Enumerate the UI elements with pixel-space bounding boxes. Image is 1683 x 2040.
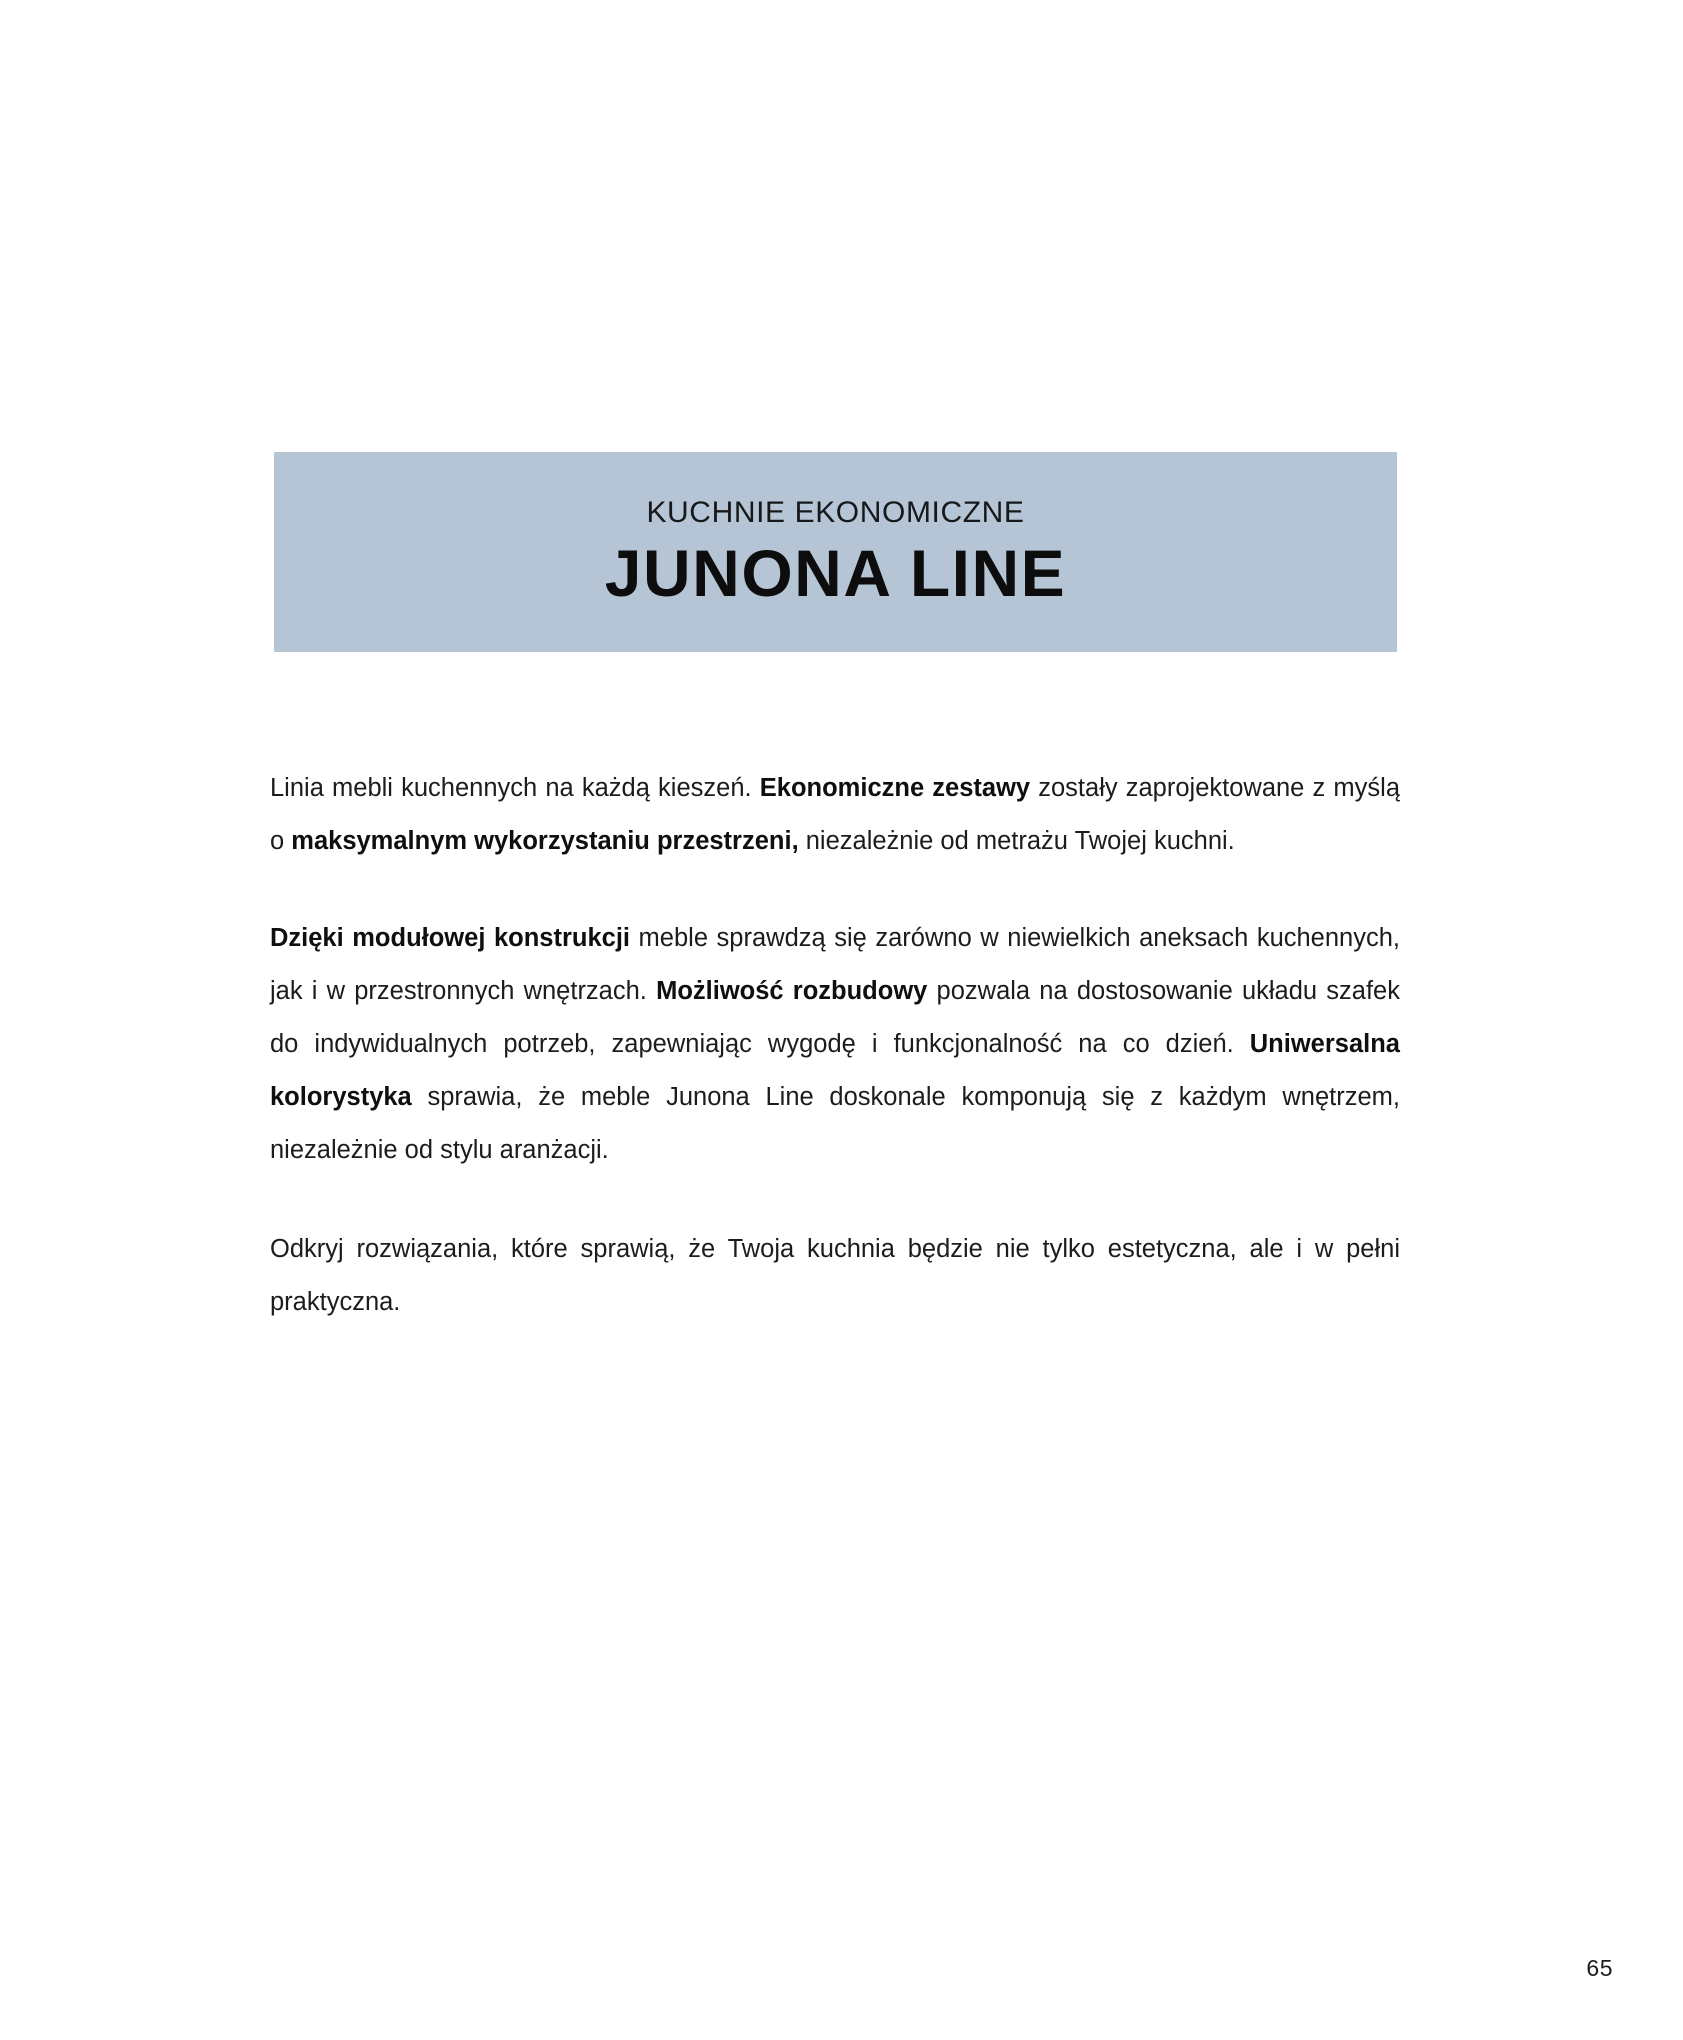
- page-title: JUNONA LINE: [604, 535, 1067, 610]
- body-copy: [270, 762, 1400, 1329]
- paragraph-features: Dzięki modułowej konstrukcji meble sprawdzą się zarówno w niewielkich aneksach kuchennych, jak i w przestronnych wnętrzach. Możliwość rozbudowy pozwala na dostosowanie układu szafek do indywidualnych potrzeb, zapewniając wygodę i funkcjonalność na co dzień. Uniwersalna kolorystyka sprawia, że meble Junona Line doskonale komponują się z każdym wnętrzem, niezależnie od stylu aranżacji.: [270, 924, 1400, 1165]
- section-banner: [274, 452, 1397, 652]
- page-number: 65: [1586, 1955, 1613, 1981]
- banner-kicker: KUCHNIE EKONOMICZNE: [646, 495, 1025, 529]
- paragraph-closing: Odkryj rozwiązania, które sprawią, że Twoja kuchnia będzie nie tylko estetyczna, ale i w pełni praktyczna.: [270, 1235, 1400, 1317]
- paragraph-intro: Linia mebli kuchennych na każdą kieszeń. Ekonomiczne zestawy zostały zaprojektowane z myślą o maksymalnym wykorzystaniu przestrzeni, niezależnie od metrażu Twojej kuchni.: [270, 774, 1401, 856]
